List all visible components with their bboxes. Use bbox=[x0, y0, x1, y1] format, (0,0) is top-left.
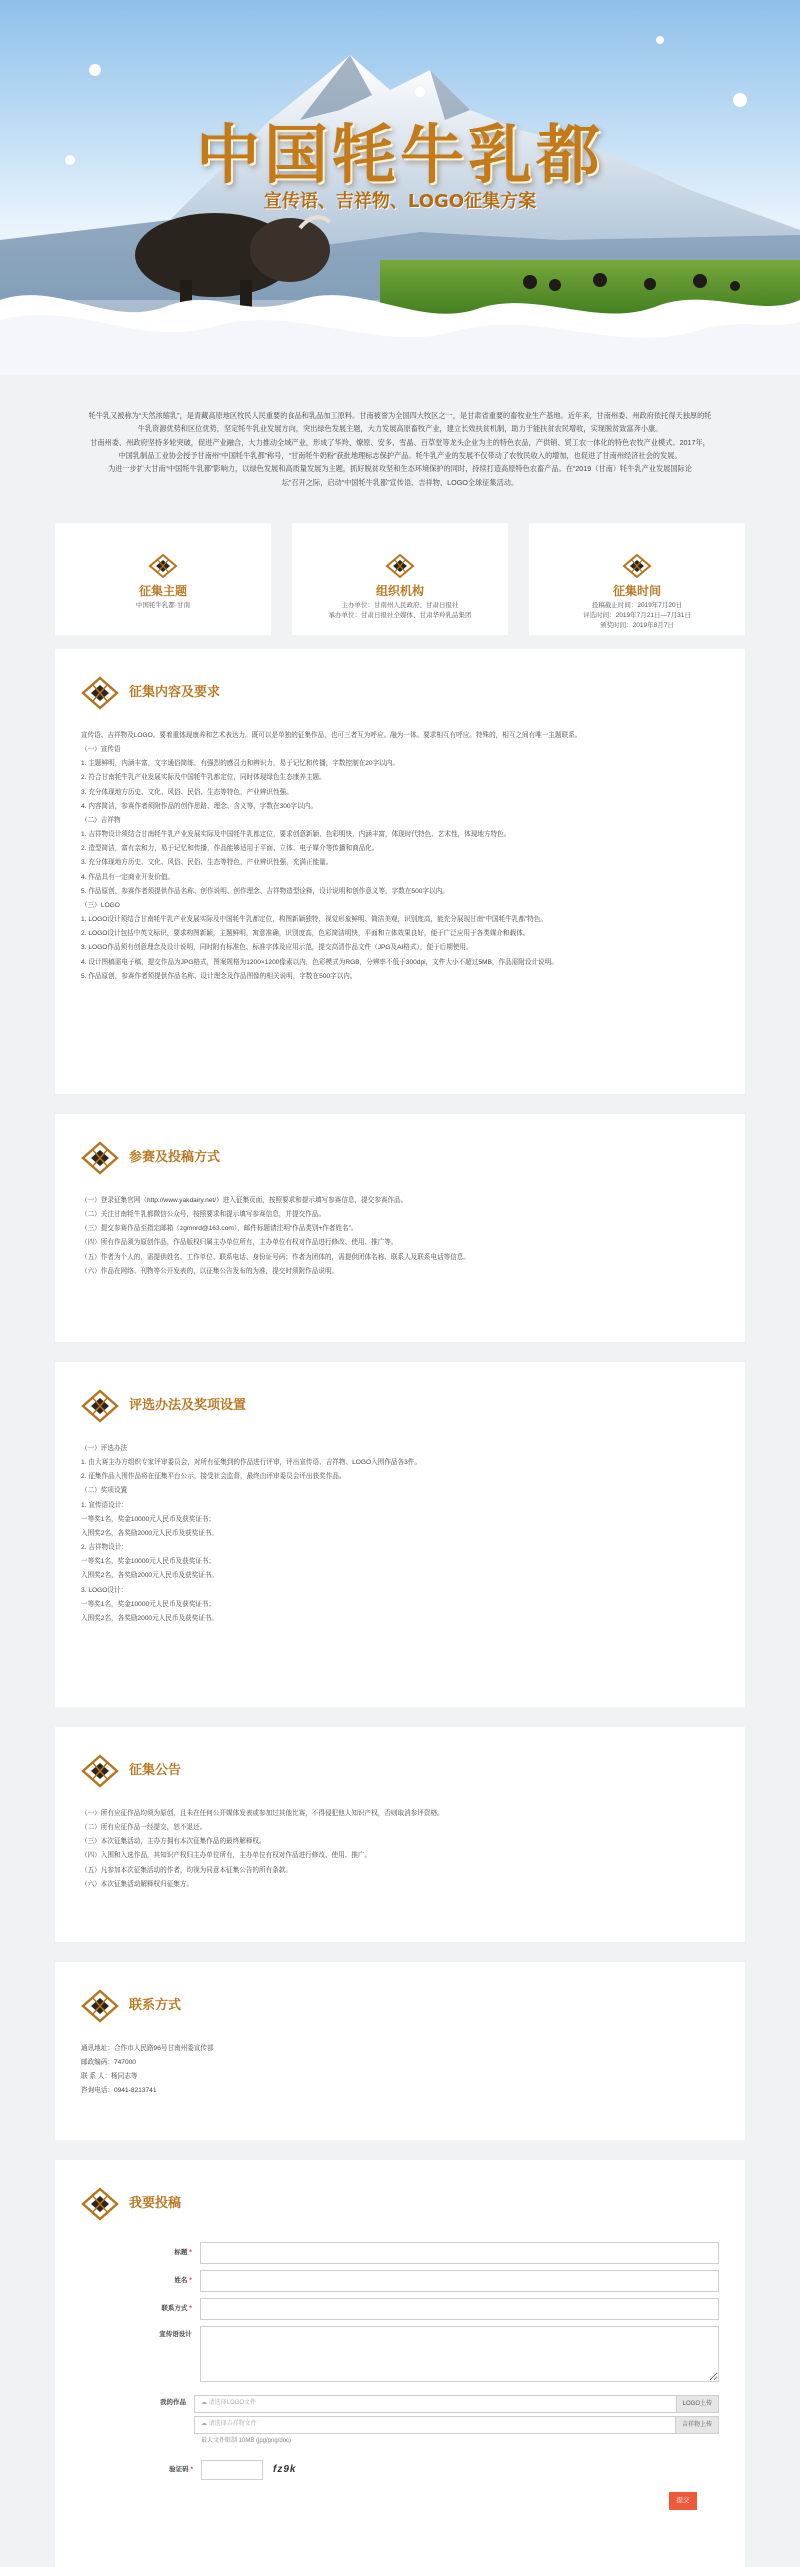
section-contact bbox=[55, 1962, 745, 2140]
card-title: 征集主题 bbox=[138, 583, 187, 598]
card-title: 组织机构 bbox=[375, 583, 424, 598]
text-line: 入围奖2名，各奖励2000元人民币及获奖证书。 bbox=[81, 1529, 219, 1537]
text-line: 一等奖1名，奖金10000元人民币及获奖证书； bbox=[81, 1515, 216, 1523]
knot-emblem-icon bbox=[81, 1754, 119, 1788]
intro-line: 为进一步扩大甘南“中国牦牛乳都”影响力，以绿色发展和高质量发展为主题，抓好脱贫攻坚和生态环境保护的同时，持续打造高原特色农畜产品。在“2019（甘南）牦牛乳产业发展国际论 bbox=[108, 464, 692, 474]
text-line: 3. 充分体现地方历史、文化、风俗、民俗、生态等特色，产业辨识性强，充满正能量。 bbox=[81, 859, 333, 867]
submit-button[interactable]: 提交 bbox=[669, 2492, 697, 2510]
intro-line: 牦牛乳又被称为“天然浓缩乳”，是青藏高原地区牧民人民重要的食品和乳品加工原料。甘南被誉为全国四大牧区之一，是甘肃省重要的畜牧业生产基地。近年来，甘南州委、州政府依托得天独厚的牦 bbox=[88, 411, 712, 420]
section-judging bbox=[55, 1362, 745, 1707]
mascot-upload-button[interactable]: 吉祥物上传 bbox=[675, 2417, 718, 2433]
intro-line: 甘南州委、州政府坚持多轮突破，促进产业融合，大力推动全域产业，形成了华羚、燎原、安多、雪晶、百草堂等龙头企业为主的特色农品，产供销、贸工农一体化的特色农牧产业模式。2017年， bbox=[90, 437, 710, 447]
text-line: 2. LOGO设计包括中英文标识，要求构图新颖，主题鲜明，寓意准确，识别度高，色彩简洁明快，平面和立体效果良好，便于广泛应用于各类媒介和载体。 bbox=[81, 930, 530, 938]
text-line: 4. 设计图稿需电子稿，提交作品为JPG格式，图案规格为1200×1200像素以内，色彩模式为RGB，分辨率不低于300dpi，文件大小不超过5MB，作品需附设计说明。 bbox=[81, 958, 558, 966]
hero-subtitle: 宣传语、吉祥物、LOGO征集方案 bbox=[263, 191, 537, 212]
hero-title: 中国牦牛乳都 bbox=[196, 119, 604, 193]
section-title: 征集内容及要求 bbox=[129, 684, 221, 700]
section-title: 征集公告 bbox=[129, 1762, 182, 1778]
card-line: 承办单位：甘肃日报社全媒体、甘肃华羚乳品集团 bbox=[328, 611, 472, 619]
text-line: （三）LOGO bbox=[81, 901, 120, 909]
text-line: 5. 作品原创，参赛作者须提供作品名称、创作说明、创作理念、吉祥物造型诠释，设计说明和创作意义等，字数在500字以内。 bbox=[81, 887, 449, 895]
section-notice bbox=[55, 1727, 745, 1942]
logo-upload-field[interactable] bbox=[194, 2395, 719, 2413]
text-line: （六）作品在网络、刊物等公开发表的，以征集公告发布的为准，提交时须附作品说明。 bbox=[81, 1267, 339, 1275]
intro-line: 牛乳资源优势和区位优势，坚定牦牛乳业发展方向，突出绿色发展主题，大力发展高原畜牧产业，建立长效扶贫机制，助力于能扶贫农民增收，实现脱贫致富奔小康。 bbox=[137, 424, 663, 434]
section-submission bbox=[55, 1114, 745, 1342]
section-title: 评选办法及奖项设置 bbox=[129, 1397, 247, 1413]
contact-person: 联 系 人：杨同志等 bbox=[81, 2073, 138, 2081]
section-content bbox=[55, 649, 745, 1094]
intro-line: 中国乳制品工业协会授予甘南州“中国牦牛乳都”称号，“甘南牦牛奶粉”获批地理标志保护产品。牦牛乳产业的发展不仅带动了农牧民收入的增加，也促进了甘南州经济社会的发展。 bbox=[118, 450, 682, 460]
card-title: 征集时间 bbox=[612, 583, 661, 598]
section-title: 我要投稿 bbox=[129, 2195, 182, 2211]
text-line: （二）所有应征作品一经提交，恕不退还。 bbox=[81, 1824, 207, 1832]
text-line: 入围奖2名，各奖励2000元人民币及获奖证书。 bbox=[81, 1572, 219, 1580]
captcha-input[interactable] bbox=[201, 2460, 263, 2480]
hero-banner bbox=[0, 0, 800, 375]
text-line: （六）本次征集活动解释权归征集方。 bbox=[81, 1880, 194, 1888]
intro-line: 坛”召开之际，启动“中国牦牛乳都”宣传语、吉祥物、LOGO全球征集活动。 bbox=[281, 477, 519, 487]
card-theme bbox=[55, 523, 271, 635]
text-line: （二）奖项设置 bbox=[81, 1487, 128, 1495]
knot-emblem-icon bbox=[81, 676, 119, 710]
title-input[interactable] bbox=[200, 2242, 719, 2264]
text-line: 一等奖1名，奖金10000元人民币及获奖证书； bbox=[81, 1600, 216, 1608]
text-line: 1. 主题鲜明，内涵丰富，文字通俗简练，有强烈的感召力和辨识力，易于记忆和传播，字数控制在20字以内。 bbox=[81, 760, 399, 768]
slogan-textarea[interactable] bbox=[200, 2326, 719, 2382]
section-title: 参赛及投稿方式 bbox=[129, 1149, 221, 1165]
field-label: 联系方式 * bbox=[161, 2304, 192, 2312]
logo-upload-button[interactable]: LOGO上传 bbox=[676, 2396, 718, 2412]
text-line: （五）凡参加本次征集活动的作者，均视为同意本征集公告的所有条款。 bbox=[81, 1866, 292, 1874]
upload-icon: ☁ bbox=[201, 2421, 209, 2428]
text-line: （一）评选办法 bbox=[81, 1444, 128, 1452]
info-cards bbox=[55, 523, 745, 635]
text-line: 1. 宣传语设计： bbox=[81, 1501, 128, 1509]
captcha-image[interactable]: fz9k bbox=[273, 2464, 297, 2476]
knot-emblem-icon bbox=[622, 553, 652, 579]
text-line: 4. 内容简洁，参赛作者须附作品的创作思路、理念、含义等，字数在300字以内。 bbox=[81, 802, 317, 810]
upload-placeholder: 请选择LOGO文件 bbox=[208, 2400, 257, 2407]
knot-emblem-icon bbox=[385, 553, 415, 579]
card-line: 主办单位：甘南州人民政府、甘肃日报社 bbox=[341, 602, 459, 610]
contact-postcode: 邮政编码：747000 bbox=[81, 2059, 136, 2067]
contact-phone: 咨询电话：0941-8213741 bbox=[81, 2087, 157, 2095]
text-line: （二）吉祥物 bbox=[81, 816, 121, 824]
text-line: （三）本次征集活动，主办方拥有本次征集作品的最终解释权。 bbox=[81, 1838, 266, 1846]
card-line: 中国牦牛乳都·甘南 bbox=[135, 602, 191, 610]
text-line: 2. 征集作品入围作品将在征集平台公示，接受社会监督，最终由评审委员会评出获奖作品。 bbox=[81, 1473, 346, 1481]
text-line: 3. LOGO作品须有创意理念及设计说明，同时附有标准色、标准字体及应用示范，提交高清作品文件（JPG及AI格式），便于后期使用。 bbox=[81, 944, 473, 952]
text-line: 入围奖2名，各奖励2000元人民币及获奖证书。 bbox=[81, 1614, 219, 1622]
text-line: （四）入围和入选作品，其知识产权归主办单位所有，主办单位有权对作品进行修改、使用、推广。 bbox=[81, 1852, 372, 1860]
text-line: 2. 吉祥物设计： bbox=[81, 1544, 128, 1552]
knot-emblem-icon bbox=[81, 1389, 119, 1423]
field-label: 我的作品 bbox=[160, 2398, 186, 2406]
section-body bbox=[81, 1442, 719, 1626]
knot-emblem-icon bbox=[81, 1989, 119, 2023]
text-line: 2. 造型简洁，富有亲和力，易于记忆和传播，作品能够适用于平面、立体、电子媒介等传播和商品化。 bbox=[81, 845, 379, 853]
text-line: 1. LOGO设计须结合甘南牦牛乳产业发展实际及中国牦牛乳都定位，构图新颖独特、视觉形象鲜明、简洁美观，识别度高，能充分展现甘南“中国牦牛乳都”特色。 bbox=[81, 916, 547, 924]
contact-address: 通讯地址：合作市人民路96号甘南州委宣传部 bbox=[81, 2044, 214, 2052]
upload-hint: 最大文件限制 10MB (jpg/png/doc) bbox=[201, 2437, 292, 2444]
contact-input[interactable] bbox=[200, 2298, 719, 2320]
text-line: （二）关注甘南牦牛乳都微信公众号，按照要求和提示填写参赛信息，并提交作品。 bbox=[81, 1211, 325, 1219]
text-line: 宣传语、吉祥物及LOGO。要着重体现康养和艺术表达力。既可以是单独的征集作品，也可三者互为呼应。融为一体。要求相互有呼应。特殊的，相互之间有唯一主题联系。 bbox=[81, 731, 582, 739]
text-line: 一等奖1名，奖金10000元人民币及获奖证书； bbox=[81, 1558, 216, 1566]
text-line: （四）所有作品须为原创作品，作品版权归属主办单位所有，主办单位有权对作品进行修改、使用、推广等。 bbox=[81, 1239, 398, 1247]
text-line: 4. 作品具有一定商业开发价值。 bbox=[81, 873, 175, 881]
field-label: 宣传语设计 bbox=[159, 2330, 192, 2338]
text-line: 2. 符合甘南牦牛乳产业发展实际及中国牦牛乳都定位，同时体现绿色生态康养主题。 bbox=[81, 774, 326, 782]
section-body bbox=[81, 1807, 719, 1892]
field-label: 标题 * bbox=[174, 2248, 192, 2256]
section-title: 联系方式 bbox=[129, 1997, 182, 2013]
upload-placeholder: 请选择吉祥物文件 bbox=[208, 2421, 257, 2428]
section-body bbox=[81, 1194, 719, 1279]
text-line: （三）提交参赛作品至指定邮箱（zgmnrd@163.com），邮件标题请注明“作品类别+作者姓名”。 bbox=[81, 1225, 358, 1233]
section-body bbox=[81, 2042, 719, 2099]
text-line: （一）登录征集官网（http://www.yakdairy.net/）进入征集页面，按照要求和提示填写参赛信息，提交参赛作品。 bbox=[81, 1196, 408, 1204]
field-label: 姓名 * bbox=[174, 2276, 192, 2284]
intro-text bbox=[50, 409, 750, 489]
field-label: 验证码 * bbox=[169, 2466, 193, 2474]
text-line: 1. 吉祥物设计须结合甘南牦牛乳产业发展实际及中国牦牛乳都定位，要求创意新颖、色彩明快，内涵丰富，体现时代特色、艺术性，体现地方特色。 bbox=[81, 831, 511, 839]
knot-emblem-icon bbox=[81, 1141, 119, 1175]
text-line: 5. 作品原创，参赛作者须提供作品名称、设计理念及作品图像的相关说明，字数在500字以内。 bbox=[81, 972, 357, 980]
card-time bbox=[529, 523, 745, 635]
card-organizer bbox=[292, 523, 508, 635]
text-line: 3. LOGO设计： bbox=[81, 1586, 128, 1594]
text-line: （一）宣传语 bbox=[81, 746, 121, 754]
section-body bbox=[81, 729, 719, 984]
text-line: 1. 由大赛主办方组织专家评审委员会，对所有征集到的作品进行评审，评出宣传语、吉祥物、LOGO入围作品各3件。 bbox=[81, 1459, 421, 1467]
text-line: 3. 充分体现地方历史、文化、风俗、民俗、生态等特色，产业辨识性强。 bbox=[81, 788, 293, 796]
card-line: 颁奖时间：2019年8月7日 bbox=[600, 621, 674, 629]
mascot-upload-field[interactable] bbox=[194, 2416, 719, 2434]
text-line: （一）所有应征作品均须为原创，且未在任何公开媒体发表或参加过其他比赛，不得侵犯他人知识产权，否则取消参评资格。 bbox=[81, 1809, 444, 1817]
upload-icon: ☁ bbox=[201, 2400, 209, 2407]
knot-emblem-icon bbox=[148, 553, 178, 579]
section-submit-form bbox=[55, 2160, 745, 2567]
card-line: 投稿截止时间：2019年7月20日 bbox=[591, 602, 683, 610]
card-line: 评选时间：2019年7月21日—7月31日 bbox=[583, 611, 691, 619]
name-input[interactable] bbox=[200, 2270, 719, 2292]
knot-emblem-icon bbox=[81, 2187, 119, 2221]
text-line: （五）作者为个人的，需提供姓名、工作单位、联系电话、身份证号码；作者为团体的，需提供团体名称、联系人及联系电话等信息。 bbox=[81, 1253, 471, 1261]
